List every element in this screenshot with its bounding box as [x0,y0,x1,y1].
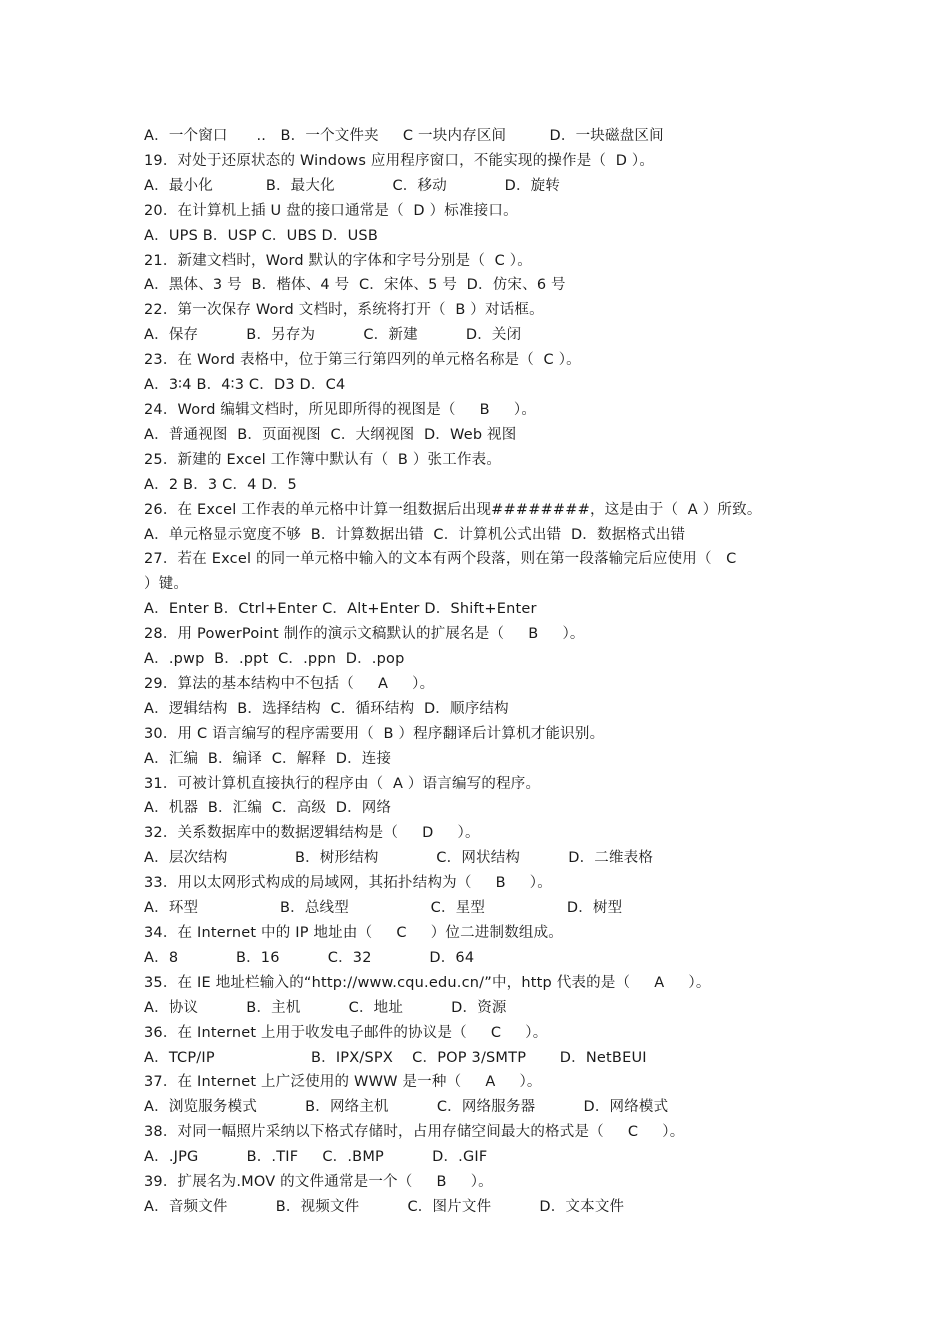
text-line: 36．在 Internet 上用于收发电子邮件的协议是（ C ）。 [144,1024,548,1041]
text-line: A．保存 B．另存为 C．新建 D．关闭 [144,327,522,344]
text-line: A．3∶4 B．4∶3 C．D3 D．C4 [144,377,346,394]
text-line: A．8 B．16 C．32 D．64 [144,949,475,966]
text-line: 33．用以太网形式构成的局域网，其拓扑结构为（ B ）。 [144,875,552,892]
text-line: 21．新建文档时，Word 默认的字体和字号分别是（ C ）。 [144,252,532,269]
text-line: A．2 B．3 C．4 D．5 [144,476,297,493]
text-line: A．TCP/IP B．IPX/SPX C．POP 3/SMTP D．NetBEUI [144,1049,647,1066]
text-line: A．汇编 B．编译 C．解释 D．连接 [144,750,392,767]
text-line: A．.pwp B．.ppt C．.ppn D．.pop [144,651,405,668]
text-line: A．最小化 B．最大化 C．移动 D．旋转 [144,177,561,194]
text-line: ）键。 [144,576,189,593]
text-line: 34．在 Internet 中的 IP 地址由（ C ）位二进制数组成。 [144,925,563,941]
text-line: A．协议 B．主机 C．地址 D．资源 [144,999,507,1016]
text-line: 31．可被计算机直接执行的程序由（ A ）语言编写的程序。 [144,775,541,792]
text-line: 38．对同一幅照片采纳以下格式存储时，占用存储空间最大的格式是（ C ）。 [144,1124,685,1141]
text-line: A．层次结构 B．树形结构 C．网状结构 D．二维表格 [144,850,654,867]
text-line: 20．在计算机上插 U 盘的接口通常是（ D ）标准接口。 [144,202,518,219]
text-line: A．机器 B．汇编 C．高级 D．网络 [144,800,392,817]
text-line: A．单元格显示宽度不够 B．计算数据出错 C．计算机公式出错 D．数据格式出错 [144,526,686,543]
text-line: A．Enter B．Ctrl+Enter C．Alt+Enter D．Shift+Enter [144,601,537,618]
text-line: 26．在 Excel 工作表的单元格中计算一组数据后出现########，这是由于（ A ）所致。 [144,501,762,518]
text-line: A．.JPG B．.TIF C．.BMP D．.GIF [144,1149,488,1166]
text-line: A．浏览服务模式 B．网络主机 C．网络服务器 D．网络模式 [144,1099,669,1116]
text-line: A．黑体、3 号 B．楷体、4 号 C．宋体、5 号 D．仿宋、6 号 [144,277,566,294]
text-line: 25．新建的 Excel 工作簿中默认有（ B ）张工作表。 [144,451,502,468]
text-line: A．音频文件 B．视频文件 C．图片文件 D．文本文件 [144,1198,625,1215]
text-line: A．逻辑结构 B．选择结构 C．循环结构 D．顺序结构 [144,700,509,717]
text-line: 35．在 IE 地址栏输入的“http://www.cqu.edu.cn/”中，http 代表的是（ A ）。 [144,974,711,991]
text-line: 32．关系数据库中的数据逻辑结构是（ D ）。 [144,825,480,842]
text-line: 28．用 PowerPoint 制作的演示文稿默认的扩展名是（ B ）。 [144,626,585,643]
text-line: 30．用 C 语言编写的程序需要用（ B ）程序翻译后计算机才能识别。 [144,725,605,742]
text-line: 23．在 Word 表格中，位于第三行第四列的单元格名称是（ C ）。 [144,352,581,369]
text-line: 22．第一次保存 Word 文档时，系统将打开（ B ）对话框。 [144,302,544,319]
text-line: 27．若在 Excel 的同一单元格中输入的文本有两个段落，则在第一段落输完后应使用（ C [144,551,737,568]
text-line: A．一个窗口 .. B．一个文件夹 C 一块内存区间 D．一块磁盘区间 [144,128,664,144]
text-line: 37．在 Internet 上广泛使用的 WWW 是一种（ A ）。 [144,1074,542,1091]
text-line: 19．对处于还原状态的 Windows 应用程序窗口，不能实现的操作是（ D ）。 [144,152,655,169]
text-line: A．UPS B．USP C．UBS D．USB [144,227,378,244]
text-line: A．环型 B．总线型 C．星型 D．树型 [144,900,623,917]
text-line: 29．算法的基本结构中不包括（ A ）。 [144,675,435,692]
question-list [144,124,824,1220]
text-line: 39．扩展名为.MOV 的文件通常是一个（ B ）。 [144,1174,493,1191]
text-line: A．普通视图 B．页面视图 C．大纲视图 D．Web 视图 [144,426,517,443]
text-line: 24．Word 编辑文档时，所见即所得的视图是（ B ）。 [144,401,537,418]
